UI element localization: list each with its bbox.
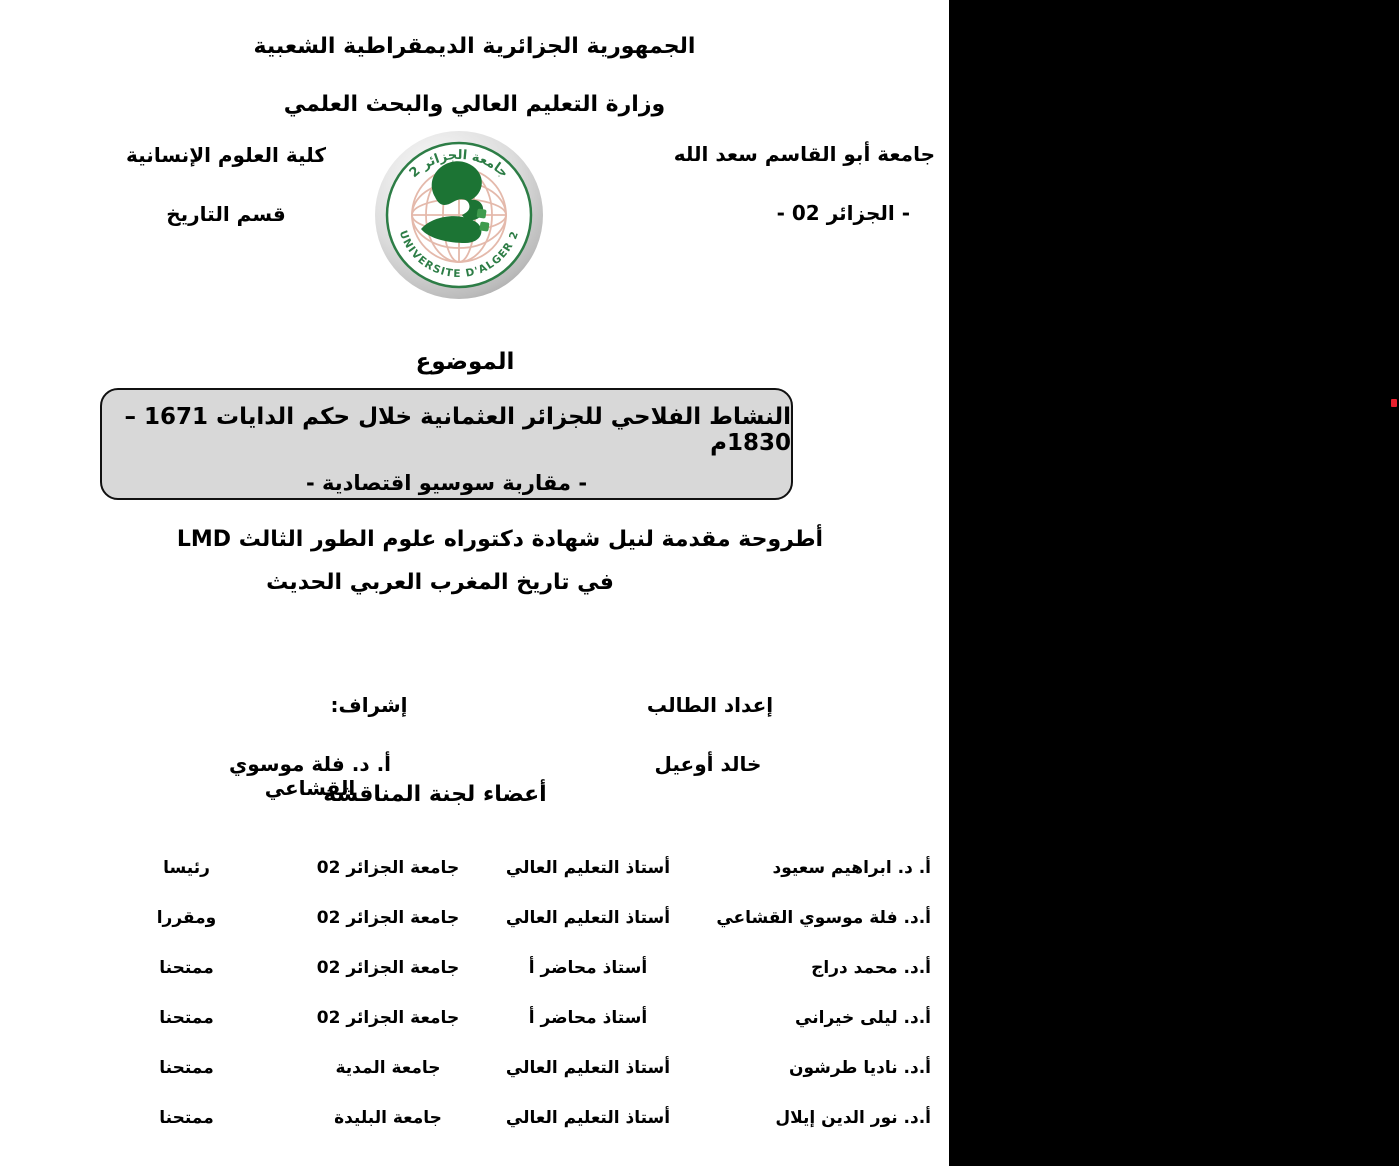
committee-member-rank: أستاذ التعليم العالي xyxy=(505,908,671,928)
committee-member-rank: أستاذ محاضر أ xyxy=(528,958,648,978)
committee-member-role: ممتحنا xyxy=(159,1108,214,1128)
committee-row xyxy=(100,993,933,1043)
screen-black-region xyxy=(949,0,1399,1166)
committee-member-name: أ.د. محمد دراج xyxy=(811,958,931,978)
committee-member-role: رئيسا xyxy=(163,858,210,878)
thesis-title-line1: النشاط الفلاحي للجزائر العثمانية خلال حكم الدايات 1671 – 1830م xyxy=(124,404,791,456)
committee-table xyxy=(100,843,933,1143)
logo-french-arc-text: UNIVERSITE D'ALGER 2 xyxy=(396,228,522,281)
thesis-title-line2: - مقاربة سوسيو اقتصادية - xyxy=(305,471,588,495)
committee-member-university: جامعة المدية xyxy=(335,1058,441,1078)
committee-member-university: جامعة الجزائر 02 xyxy=(316,858,460,878)
committee-row xyxy=(100,1043,933,1093)
committee-member-name: أ.د. نور الدين إيلال xyxy=(775,1108,931,1128)
thesis-statement-line1: أطروحة مقدمة لنيل شهادة دكتوراه علوم الطور الثالث LMD xyxy=(176,527,824,552)
republic-header: الجمهورية الجزائرية الديمقراطية الشعبية xyxy=(253,34,696,59)
committee-member-rank: أستاذ التعليم العالي xyxy=(505,1108,671,1128)
committee-member-university: جامعة البليدة xyxy=(334,1108,442,1128)
student-name: خالد أوعيل xyxy=(654,752,762,776)
committee-row xyxy=(100,943,933,993)
logo-arabic-arc-text: جامعة الجزائر 2 xyxy=(406,147,512,181)
committee-member-name: أ.د. فلة موسوي القشاعي xyxy=(716,908,931,928)
department-name: قسم التاريخ xyxy=(166,202,286,226)
committee-member-name: أ. د. ابراهيم سعيود xyxy=(772,858,931,878)
committee-member-rank: أستاذ التعليم العالي xyxy=(505,1058,671,1078)
thesis-title-box xyxy=(100,388,793,500)
committee-member-university: جامعة الجزائر 02 xyxy=(316,1008,460,1028)
committee-member-rank: أستاذ التعليم العالي xyxy=(505,858,671,878)
committee-member-university: جامعة الجزائر 02 xyxy=(316,958,460,978)
committee-member-role: ممتحنا xyxy=(159,1008,214,1028)
subject-label: الموضوع xyxy=(415,349,515,375)
committee-member-university: جامعة الجزائر 02 xyxy=(316,908,460,928)
red-marker-dot xyxy=(1391,399,1397,407)
committee-row xyxy=(100,893,933,943)
committee-member-name: أ.د. ناديا طرشون xyxy=(788,1058,931,1078)
committee-member-role: ممتحنا xyxy=(159,958,214,978)
committee-member-role: ممتحنا xyxy=(159,1058,214,1078)
committee-row xyxy=(100,843,933,893)
faculty-name: كلية العلوم الإنسانية xyxy=(126,143,326,167)
committee-heading: أعضاء لجنة المناقشة xyxy=(323,782,547,807)
university-logo-icon xyxy=(373,129,545,301)
university-name: جامعة أبو القاسم سعد الله xyxy=(673,142,935,166)
supervisor-name: أ. د. فلة موسوي القشاعي xyxy=(228,752,392,800)
supervisor-label: إشراف: xyxy=(330,693,408,717)
ministry-header: وزارة التعليم العالي والبحث العلمي xyxy=(283,92,666,117)
thesis-statement-line2: في تاريخ المغرب العربي الحديث xyxy=(266,570,614,595)
committee-member-name: أ.د. ليلى خيراني xyxy=(795,1008,931,1028)
committee-member-role: ومقررا xyxy=(156,908,217,928)
student-label: إعداد الطالب xyxy=(646,693,774,717)
committee-row xyxy=(100,1093,933,1143)
committee-member-rank: أستاذ محاضر أ xyxy=(528,1008,648,1028)
university-campus: - الجزائر 02 - xyxy=(776,201,910,225)
